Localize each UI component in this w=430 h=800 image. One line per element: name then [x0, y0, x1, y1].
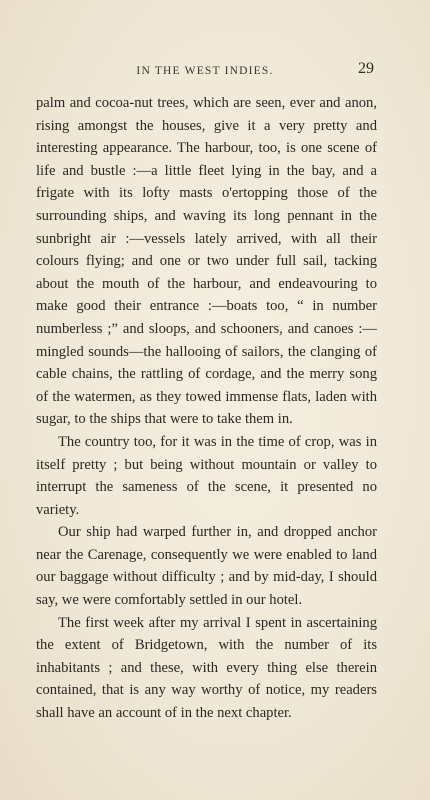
paragraph: The first week after my arrival I spent in ascertaining the extent of Bridgetown, with the number of its inhabitants ; and these, with every thing else therein contained, that is any way worthy of notice, my readers shall have an account of in the next chapter.	[36, 614, 377, 722]
paragraph: Our ship had warped further in, and dropped anchor near the Carenage, consequently we were enabled to land our baggage without difficulty ; and by mid-day, I should say, we were comfortably settled in our hotel.	[36, 524, 377, 609]
paragraph-continued: palm and cocoa-nut trees, which are seen, ever and anon, rising amongst the houses, give it a very pretty and interesting appearance. The harbour, too, is one scene of life and bustle :—a little fleet lying in the bay, and a frigate with its lofty masts o'ertopping those of the surrounding ships, and waving its long pennant in the sunbright air :—vessels lately arrived, with all their colours flying; and one or two under full sail, tacking about the mouth of the harbour, and endeavouring to make good their entrance :—boats too, “ in number numberless ;” and sloops, and schooners, and canoes :—mingled sounds—the hallooing of sailors, the clanging of cable chains, the rattling of cordage, and the merry song of the watermen, as they towed immense flats, laden with sugar, to the ships that were to take them in.	[36, 95, 377, 428]
page-header	[36, 60, 374, 80]
body-text	[36, 92, 377, 725]
running-title: IN THE WEST INDIES.	[136, 65, 274, 77]
paragraph: The country too, for it was in the time of crop, was in itself pretty ; but being without mountain or valley to interrupt the sameness of the scene, it presented no variety.	[36, 433, 377, 518]
page-number: 29	[358, 60, 374, 77]
